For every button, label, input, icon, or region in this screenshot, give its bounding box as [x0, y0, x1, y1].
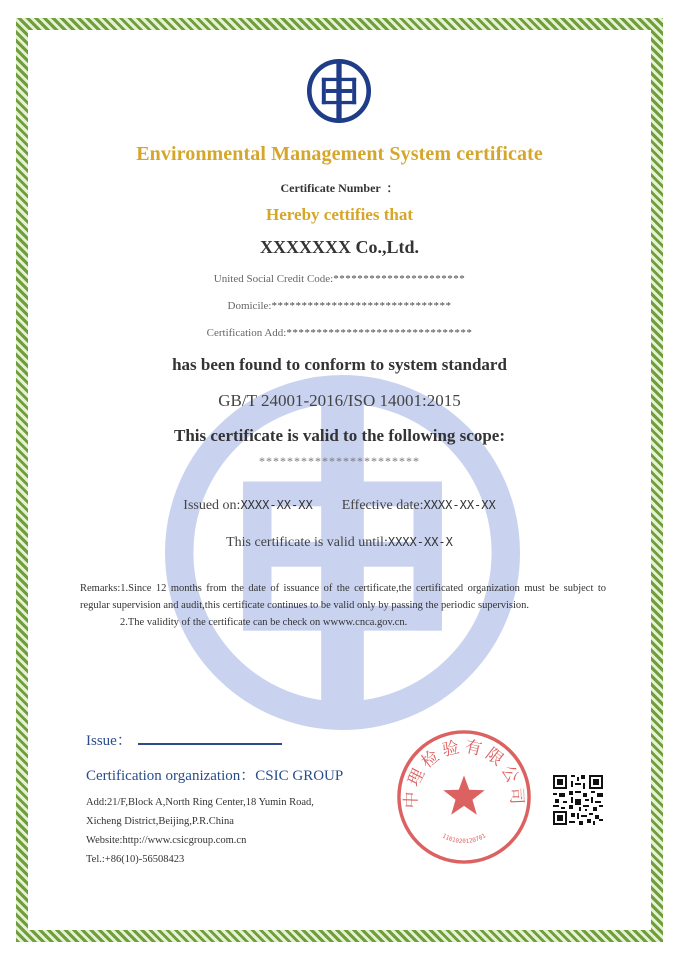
hereby-certifies: Hereby cettifies that: [266, 205, 413, 224]
remark-1: Remarks:1.Since 12 months from the date of issuance of the certificate,the certificated organization must be subject to regular supervision and audit,this certificate continues to be valid only by passing the periodic supervision.: [80, 583, 606, 611]
credit-code-row: [0, 273, 679, 285]
certificate-title: Environmental Management System certificate: [136, 143, 543, 165]
company-seal-icon: [395, 728, 533, 866]
remark-2: [80, 614, 606, 631]
seal-number: 1101020120701: [440, 833, 488, 846]
scope-statement: This certificate is valid to the following scope:: [174, 426, 505, 445]
website[interactable]: Website:http://www.csicgroup.com.cn: [86, 835, 247, 846]
address-line-2: Xicheng District,Beijing,P.R.China: [86, 816, 234, 827]
issue-row: [86, 729, 282, 750]
effective-date-value: XXXX-XX-XX: [423, 498, 496, 512]
valid-until-label: This certificate is valid until:: [226, 535, 388, 550]
svg-text:1101020120701: [441, 833, 488, 845]
domicile-label: Domicile:: [227, 300, 272, 312]
dates-row: [0, 498, 679, 514]
contact-block: [86, 793, 314, 869]
certification-address-label: Certification Add:: [206, 327, 287, 339]
seal-text: 中理检验有限公司: [400, 735, 528, 809]
qr-code-icon[interactable]: [553, 775, 603, 825]
certification-address-row: [0, 327, 679, 339]
standard-name: GB/T 24001-2016/ISO 14001:2015: [218, 391, 461, 410]
remark-2-link[interactable]: 2.The validity of the certificate can be check on wwww.cnca.gov.cn.: [120, 617, 408, 628]
issue-signature-line: [138, 731, 282, 745]
effective-date-label: Effective date:: [341, 498, 424, 513]
valid-until-value: XXXX-XX-X: [387, 535, 453, 549]
issued-on-value: XXXX-XX-XX: [240, 498, 313, 512]
remarks: [80, 580, 606, 631]
certificate-number-label: Certificate Number ：: [280, 181, 399, 195]
organization-row: [86, 764, 343, 785]
issue-label: Issue：: [86, 733, 132, 749]
issued-on-label: Issued on:: [183, 498, 241, 513]
scope-value: ***********************: [259, 454, 420, 468]
telephone: Tel.:+86(10)-56508423: [86, 854, 185, 865]
credit-code-label: United Social Credit Code:: [213, 273, 334, 285]
company-name: XXXXXXX Co.,Ltd.: [259, 237, 419, 257]
organization-name: CSIC GROUP: [255, 768, 344, 784]
domicile-value: ******************************: [271, 300, 452, 312]
organization-label: Certification organization：: [86, 768, 256, 784]
company-logo-icon: [306, 58, 372, 124]
address-line-1: Add:21/F,Block A,North Ring Center,18 Yumin Road,: [86, 797, 314, 808]
credit-code-value: **********************: [333, 273, 466, 285]
certification-address-value: *******************************: [286, 327, 473, 339]
domicile-row: [0, 300, 679, 312]
valid-until-row: [0, 535, 679, 551]
conform-statement: has been found to conform to system standard: [172, 355, 507, 374]
